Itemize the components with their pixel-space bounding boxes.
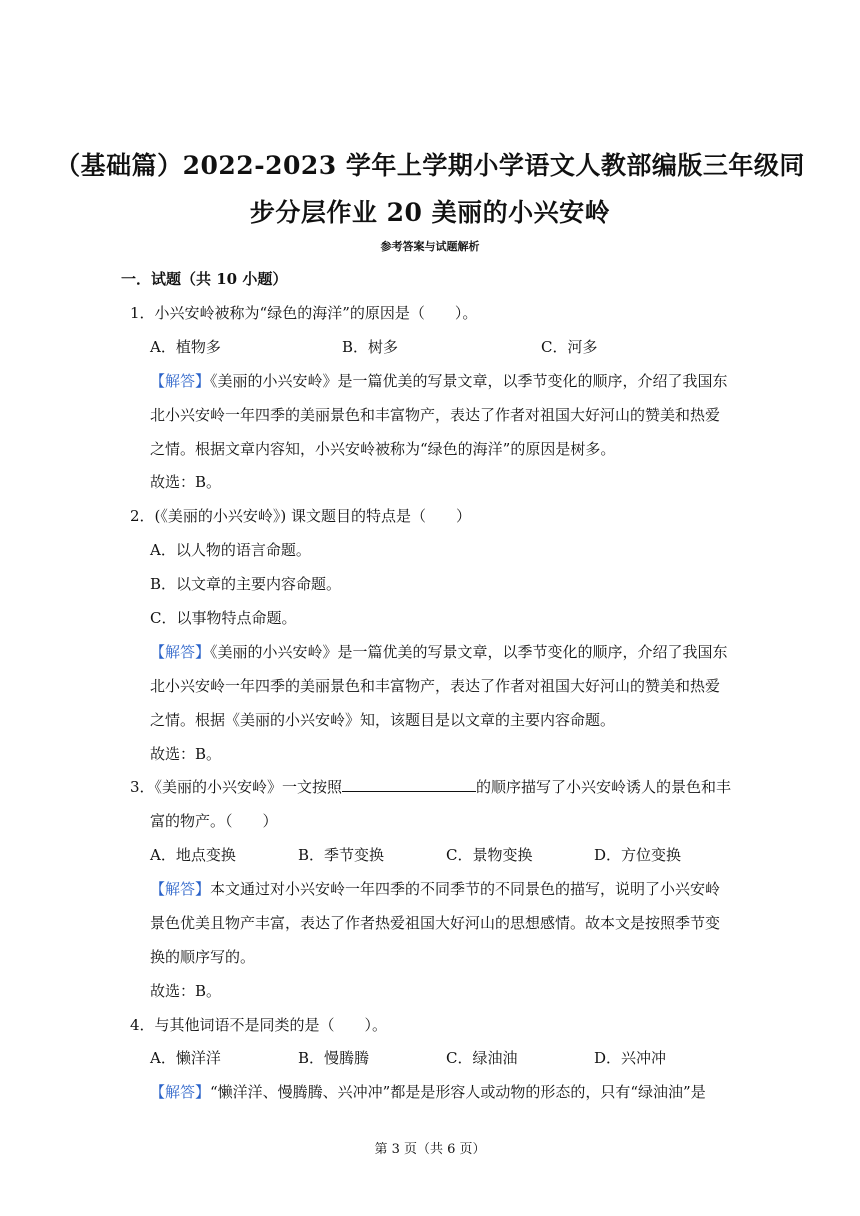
question-4-option-a: A．懒洋洋 (150, 1049, 221, 1067)
question-2-option-b: B．以文章的主要内容命题。 (150, 575, 342, 593)
question-2-answer-line3: 之情。根据《美丽的小兴安岭》知，该题目是以文章的主要内容命题。 (150, 711, 616, 729)
question-3-answer-line3: 换的顺序写的。 (150, 948, 256, 966)
question-1-choice: 故选：B。 (150, 473, 222, 491)
answer-tag: 【解答】 (150, 643, 211, 661)
question-2-choice: 故选：B。 (150, 745, 222, 763)
question-3-option-a: A．地点变换 (150, 846, 236, 864)
page-footer: 第 3 页（共 6 页） (374, 1142, 486, 1157)
question-2-option-a: A．以人物的语言命题。 (150, 541, 311, 559)
question-1-answer-line3: 之情。根据文章内容知，小兴安岭被称为“绿色的海洋”的原因是树多。 (150, 440, 616, 458)
question-1-option-c: C．河多 (541, 338, 598, 356)
question-2-answer-line1: 【解答】《美丽的小兴安岭》是一篇优美的写景文章，以季节变化的顺序，介绍了我国东 (150, 643, 728, 661)
doc-title-line2: 步分层作业 20 美丽的小兴安岭 (249, 198, 611, 227)
question-3-option-c: C．景物变换 (446, 846, 533, 864)
question-3-stem: 3．《美丽的小兴安岭》一文按照 的顺序描写了小兴安岭诱人的景色和丰 (130, 778, 732, 796)
question-4-option-b: B．慢腾腾 (298, 1049, 370, 1067)
question-4-option-c: C．绿油油 (446, 1049, 518, 1067)
answer-tag: 【解答】 (150, 1083, 211, 1101)
question-4-stem: 4．与其他词语不是同类的是（ ）。 (130, 1016, 388, 1034)
question-1-option-a: A．植物多 (150, 338, 221, 356)
question-4-answer-line1: 【解答】“懒洋洋、慢腾腾、兴冲冲”都是是形容人或动物的形态的，只有“绿油油”是 (150, 1083, 706, 1101)
question-3-answer-line2: 景色优美且物产丰富，表达了作者热爱祖国大好河山的思想感情。故本文是按照季节变 (150, 914, 721, 932)
question-3-choice: 故选：B。 (150, 982, 222, 1000)
question-3-stem-line2: 富的物产。（ ） (150, 812, 278, 830)
question-3-option-d: D．方位变换 (594, 846, 682, 864)
question-2-answer-line2: 北小兴安岭一年四季的美丽景色和丰富物产，表达了作者对祖国大好河山的赞美和热爱 (150, 677, 721, 695)
doc-subtitle: 参考答案与试题解析 (380, 240, 480, 253)
question-4-option-d: D．兴冲冲 (594, 1049, 667, 1067)
question-3-option-b: B．季节变换 (298, 846, 385, 864)
question-2-option-c: C．以事物特点命题。 (150, 609, 297, 627)
question-3-answer-line1: 【解答】本文通过对小兴安岭一年四季的不同季节的不同景色的描写，说明了小兴安岭 (150, 880, 721, 898)
question-1-option-b: B．树多 (342, 338, 399, 356)
answer-tag: 【解答】 (150, 880, 211, 898)
doc-title-line1: （基础篇）2022-2023 学年上学期小学语文人教部编版三年级同 (55, 151, 805, 180)
question-1-answer-line2: 北小兴安岭一年四季的美丽景色和丰富物产，表达了作者对祖国大好河山的赞美和热爱 (150, 406, 721, 424)
question-1-answer-line1: 【解答】《美丽的小兴安岭》是一篇优美的写景文章，以季节变化的顺序，介绍了我国东 (150, 372, 728, 390)
section-heading: 一．试题（共 10 小题） (121, 270, 288, 288)
answer-tag: 【解答】 (150, 372, 211, 390)
question-2-stem: 2．(《美丽的小兴安岭》) 课文题目的特点是（ ） (130, 507, 472, 525)
fill-in-blank (342, 777, 476, 792)
question-1-stem: 1．小兴安岭被称为“绿色的海洋”的原因是（ ）。 (130, 304, 478, 322)
